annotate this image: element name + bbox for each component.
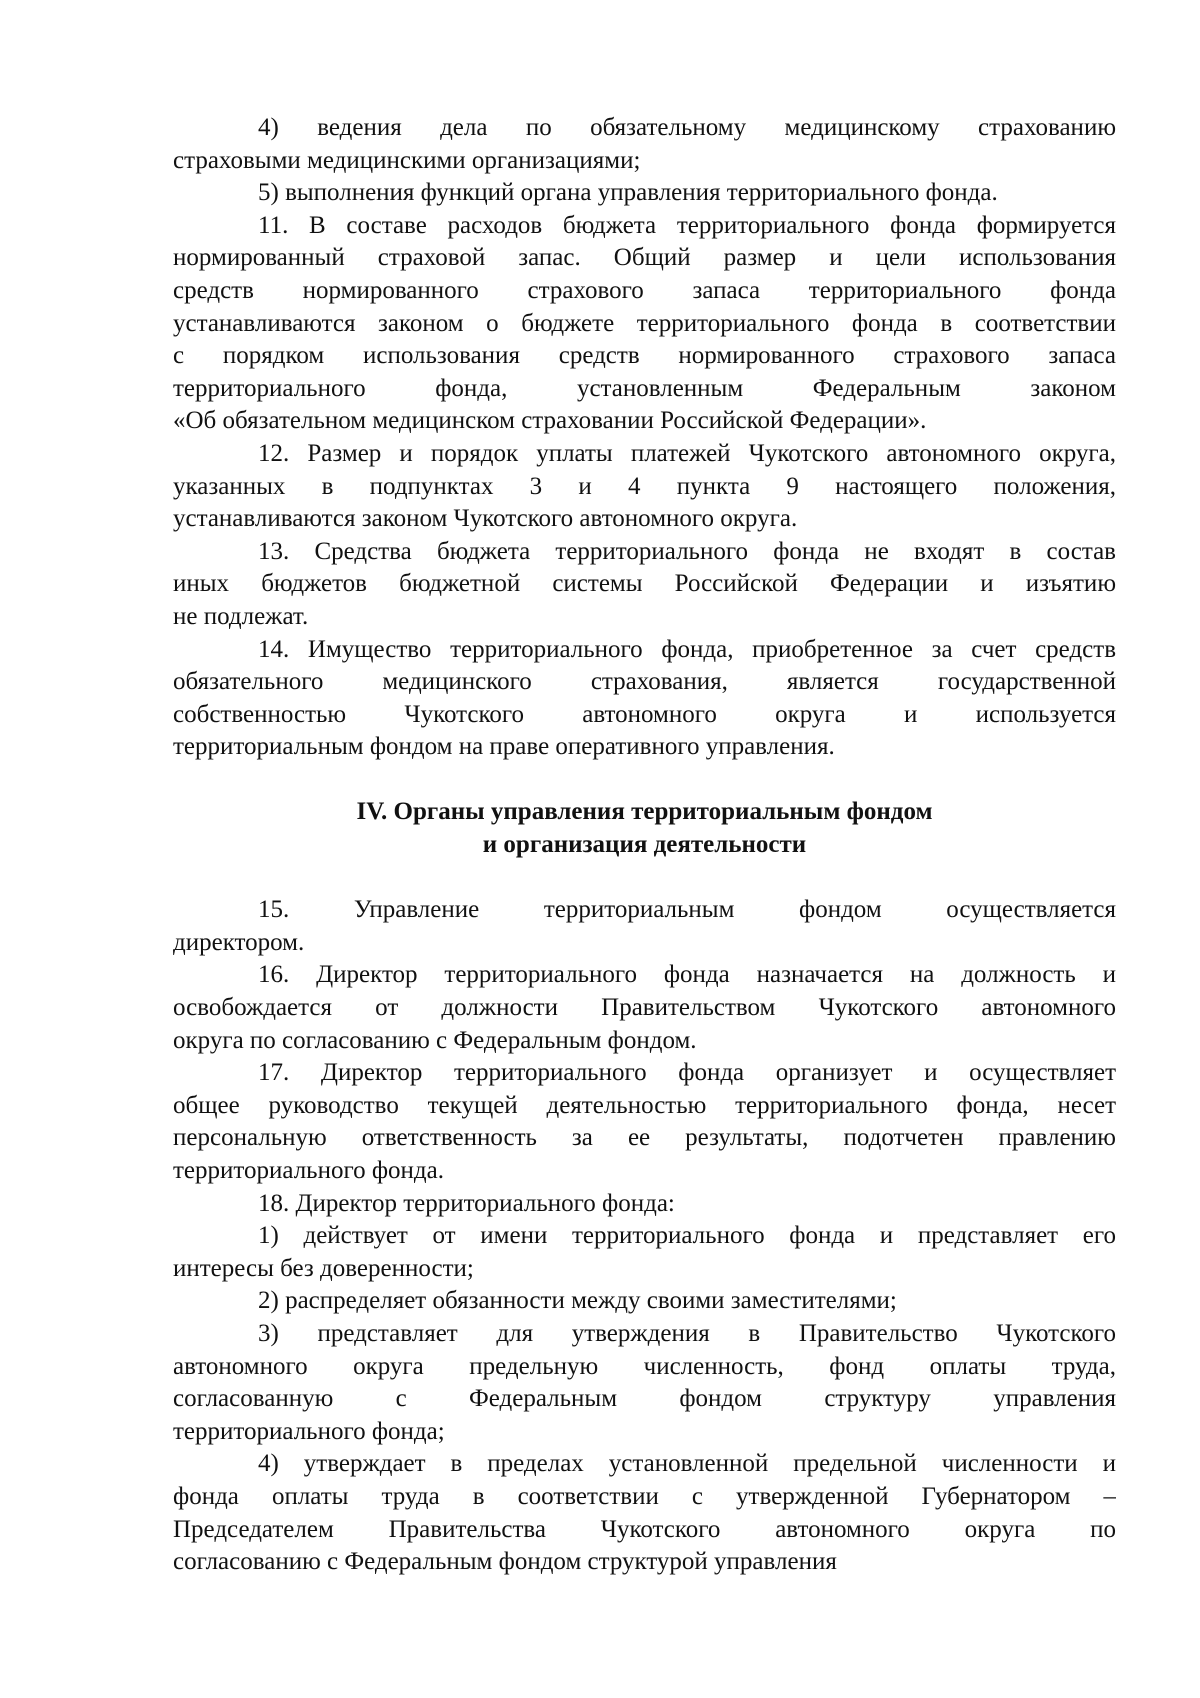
- item-18-4: [173, 1448, 1116, 1578]
- text-line: не подлежат.: [173, 602, 309, 630]
- paragraph-17: [173, 1057, 1116, 1187]
- text-line: освобождается от должности Правительством Чукотского автономного: [173, 994, 1116, 1022]
- text-line: 2) распределяет обязанности между своими заместителями;: [258, 1287, 897, 1315]
- section-heading-line-1: IV. Органы управления территориальным фондом: [356, 798, 933, 826]
- text-line: территориального фонда;: [173, 1417, 445, 1445]
- text-line: персональную ответственность за ее результаты, подотчетен правлению: [173, 1124, 1116, 1152]
- item-18-3: [173, 1318, 1116, 1448]
- item-5-functions: [173, 177, 1116, 210]
- text-line: фонда оплаты труда в соответствии с утвержденной Губернатором –: [173, 1482, 1116, 1510]
- text-line: средств нормированного страхового запаса территориального фонда: [173, 276, 1116, 304]
- spacer: [173, 764, 1116, 797]
- text-line: 12. Размер и порядок уплаты платежей Чукотского автономного округа,: [258, 439, 1116, 467]
- section-heading-line-2: и организация деятельности: [482, 831, 807, 859]
- spacer: [173, 862, 1116, 895]
- text-line: интересы без доверенности;: [173, 1254, 474, 1282]
- text-line: 11. В составе расходов бюджета территориального фонда формируется: [258, 211, 1116, 239]
- text-line: 3) представляет для утверждения в Правительство Чукотского: [258, 1319, 1116, 1347]
- text-line: директором.: [173, 928, 305, 956]
- text-line: устанавливаются законом Чукотского автономного округа.: [173, 505, 798, 533]
- paragraph-14: [173, 634, 1116, 764]
- text-line: 4) ведения дела по обязательному медицинскому страхованию: [258, 114, 1116, 141]
- text-line: 17. Директор территориального фонда организует и осуществляет: [258, 1059, 1116, 1087]
- text-line: 1) действует от имени территориального фонда и представляет его: [258, 1222, 1116, 1250]
- text-line: автономного округа предельную численность, фонд оплаты труда,: [173, 1352, 1116, 1380]
- text-line: обязательного медицинского страхования, является государственной: [173, 668, 1116, 696]
- item-18-2: [173, 1285, 1116, 1318]
- text-line: нормированный страховой запас. Общий размер и цели использования: [173, 244, 1116, 272]
- text-line: общее руководство текущей деятельностью территориального фонда, несет: [173, 1091, 1116, 1119]
- paragraph-18: [173, 1188, 1116, 1221]
- text-line: согласованную с Федеральным фондом структуру управления: [173, 1385, 1116, 1413]
- text-line: страховыми медицинскими организациями;: [173, 146, 641, 174]
- text-line: 13. Средства бюджета территориального фонда не входят в состав: [258, 537, 1116, 565]
- text-line: устанавливаются законом о бюджете территориального фонда в соответствии: [173, 309, 1116, 337]
- text-line: 5) выполнения функций органа управления территориального фонда.: [258, 179, 998, 207]
- text-line: 15. Управление территориальным фондом осуществляется: [258, 896, 1116, 924]
- paragraph-11: [173, 210, 1116, 438]
- text-line: собственностью Чукотского автономного округа и используется: [173, 700, 1116, 728]
- document-text: [173, 112, 1116, 1579]
- paragraph-12: [173, 438, 1116, 536]
- item-4-delo: [173, 112, 1116, 177]
- text-line: территориального фонда, установленным Федеральным законом: [173, 374, 1116, 402]
- paragraph-16: [173, 959, 1116, 1057]
- paragraphs-after-heading: [173, 894, 1116, 1578]
- text-line: территориального фонда.: [173, 1157, 444, 1184]
- text-line: «Об обязательном медицинском страховании Российской Федерации».: [173, 407, 927, 435]
- item-18-1: [173, 1220, 1116, 1285]
- paragraph-15: [173, 894, 1116, 959]
- text-line: округа по согласованию с Федеральным фондом.: [173, 1026, 697, 1054]
- text-line: 14. Имущество территориального фонда, приобретенное за счет средств: [258, 635, 1116, 663]
- text-line: согласованию с Федеральным фондом структурой управления: [173, 1548, 837, 1576]
- text-line: указанных в подпунктах 3 и 4 пункта 9 настоящего положения,: [173, 472, 1116, 500]
- text-line: 16. Директор территориального фонда назначается на должность и: [258, 961, 1116, 989]
- text-line: с порядком использования средств нормированного страхового запаса: [173, 342, 1116, 370]
- paragraphs-before-heading: [173, 112, 1116, 764]
- text-line: Председателем Правительства Чукотского автономного округа по: [173, 1515, 1116, 1543]
- text-line: иных бюджетов бюджетной системы Российской Федерации и изъятию: [173, 570, 1116, 598]
- text-line: территориальным фондом на праве оперативного управления.: [173, 733, 835, 761]
- text-line: 4) утверждает в пределах установленной предельной численности и: [258, 1450, 1116, 1478]
- text-line: 18. Директор территориального фонда:: [258, 1189, 675, 1217]
- paragraph-13: [173, 536, 1116, 634]
